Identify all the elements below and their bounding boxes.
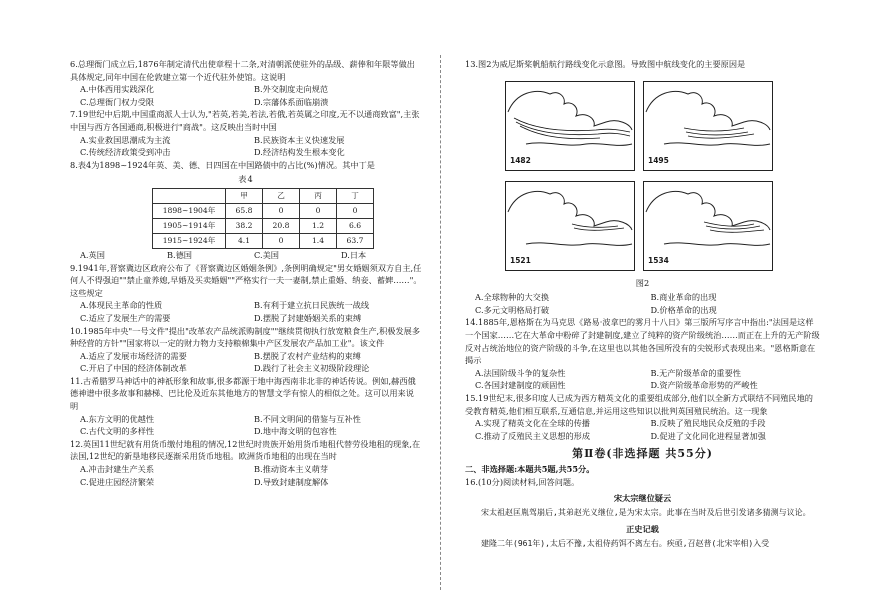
option: D.地中海文明的包容性 xyxy=(254,426,337,437)
question-11: 11.古希腊罗马神话中的神祇形象和故事,很多都源于地中海西南非北非的神话传说。例如,赫西俄德神谱中很多故事和赫梯、巴比伦及近东其他地方的智慧文学有惊人的相似之处。这可以用来说明 xyxy=(70,375,416,412)
table-cell: 63.7 xyxy=(337,233,374,248)
table-cell: 0 xyxy=(263,203,300,218)
question-14-options xyxy=(465,367,820,392)
question-15-options xyxy=(465,417,820,442)
table-header xyxy=(153,188,226,203)
table-cell: 0 xyxy=(337,203,374,218)
table-header: 乙 xyxy=(263,188,300,203)
option: C.美国 xyxy=(254,249,279,260)
question-10-options xyxy=(70,350,422,375)
table-4 xyxy=(152,188,374,249)
table-cell: 1.4 xyxy=(300,233,337,248)
table-cell: 1898~1904年 xyxy=(153,203,226,218)
table-cell: 20.8 xyxy=(263,218,300,233)
table-row xyxy=(153,233,374,248)
option: C.开启了中国的经济体制改革 xyxy=(80,363,187,374)
question-11-options xyxy=(70,413,422,438)
question-10: 10.1985年中央"一号文件"提出"改革农产品统派购制度""继续贯彻执行放宽粮食生产,积极发展多种经营的方针""国家将以一定的财力物力支持粮棉集中产区发展农产品加工业"。该文件 xyxy=(70,325,421,349)
option: C.适应了发展生产的需要 xyxy=(80,312,171,323)
question-13: 13.图2为威尼斯桨帆船航行路线变化示意图。导致图中航线变化的主要原因是 xyxy=(465,59,746,69)
question-8: 8.表4为1898~1924年英、美、德、日四国在中国路债中的占比(%)情况。其中丁是 xyxy=(70,159,375,170)
option: B.德国 xyxy=(167,249,192,260)
question-9-options xyxy=(70,299,422,324)
question-12: 12.英国11世纪就有用货币缴付地租的情况,12世纪时贵族开始用货币地租代替劳役地租的现象,在法国,12世纪的新垦地移民逐渐采用货币地租。欧洲货币地租的出现在当时 xyxy=(70,438,421,462)
table-cell: 4.1 xyxy=(226,233,263,248)
question-9: 9.1941年,晋察冀边区政府公布了《晋察冀边区婚姻条例》,条例明确规定"男女婚姻须双方自主,任何人不得强迫""禁止童养媳,早婚及买卖婚姻""严格实行一夫一妻制,禁止重婚、纳妾、蓄婢……"。这些规定 xyxy=(70,262,422,298)
option: D.摆脱了封建婚姻关系的束缚 xyxy=(254,312,362,323)
option: A.实业救国思潮成为主流 xyxy=(80,134,171,145)
option: D.日本 xyxy=(341,249,367,260)
right-column xyxy=(465,58,820,550)
option: C.推动了反殖民主义思想的形成 xyxy=(475,430,591,441)
option: A.东方文明的优越性 xyxy=(80,413,155,424)
table-header: 甲 xyxy=(226,188,263,203)
table-cell: 38.2 xyxy=(226,218,263,233)
option: C.古代文明的多样性 xyxy=(80,426,155,437)
section-title: 第Ⅱ卷(非选择题 共55分) xyxy=(572,447,713,461)
option: B.推动资本主义萌芽 xyxy=(254,464,329,475)
option: D.价格革命的出现 xyxy=(650,304,717,315)
option: B.有利于建立抗日民族统一战线 xyxy=(254,300,370,311)
table-header: 丁 xyxy=(337,188,374,203)
option: A.冲击封建生产关系 xyxy=(80,464,155,475)
option: D.宗藩体系面临崩溃 xyxy=(254,96,329,107)
route-map xyxy=(643,81,773,171)
option: A.中体西用实践深化 xyxy=(80,84,155,95)
option: B.反映了殖民地民众反殖的手段 xyxy=(650,418,766,429)
figure-caption: 图2 xyxy=(635,277,650,288)
material-subtitle: 正史记载 xyxy=(626,524,659,535)
option: B.外交制度走向规范 xyxy=(254,84,329,95)
option: D.资产阶级革命形势的严峻性 xyxy=(650,380,758,391)
table-cell: 0 xyxy=(300,203,337,218)
material-title: 宋太宗继位疑云 xyxy=(613,493,672,504)
table-cell: 1905~1914年 xyxy=(153,218,226,233)
option: B.民族资本主义快速发展 xyxy=(254,134,345,145)
option: A.适应了发展市场经济的需要 xyxy=(80,350,187,361)
option: A.体现民主革命的性质 xyxy=(80,300,163,311)
column-divider xyxy=(440,55,441,590)
table-cell: 65.8 xyxy=(226,203,263,218)
table-cell: 0 xyxy=(263,233,300,248)
map-year-label: 1521 xyxy=(509,255,532,268)
section-instructions: 二、非选择题:本题共5题,共55分。 xyxy=(465,463,595,474)
table-cell: 6.6 xyxy=(337,218,374,233)
question-7: 7.19世纪中后期,中国重商派人士认为,"若英,若美,若法,若俄,若英属之印度,无不以通商致富",主张中国与西方各国通商,积极进行"商战"。这反映出当时中国 xyxy=(70,109,420,132)
option: C.总理衙门权力受限 xyxy=(80,96,155,107)
question-12-options xyxy=(70,463,422,488)
route-map xyxy=(643,181,773,271)
option: D.践行了社会主义初级阶段理论 xyxy=(254,363,370,374)
question-7-options xyxy=(70,134,422,159)
table-cell: 1.2 xyxy=(300,218,337,233)
option: A.法国阶级斗争的复杂性 xyxy=(475,367,566,378)
question-6: 6.总理衙门成立后,1876年制定清代出使章程十二条,对清朝派使驻外的品级、薪俸和年限等做出具体规定,同年中国在伦敦建立第一个近代驻外使馆。这说明 xyxy=(70,59,415,82)
option: B.摆脱了农村产业结构的束缚 xyxy=(254,350,361,361)
option: A.实现了精英文化在全球的传播 xyxy=(475,418,590,429)
option: C.各国封建制度的顽固性 xyxy=(475,380,566,391)
table-caption: 表4 xyxy=(238,174,254,185)
material-paragraph: 建隆二年(961年),太后不豫,太祖侍药饵不离左右。疾亟,召赵普(北宋宰相)入受 xyxy=(481,538,770,548)
material-paragraph: 宋太祖赵匡胤驾崩后,其弟赵光义继位,是为宋太宗。此事在当时及后世引发诸多猜测与议论。 xyxy=(481,507,811,517)
option: B.无产阶级革命的重要性 xyxy=(650,367,741,378)
table-cell: 1915~1924年 xyxy=(153,233,226,248)
map-year-label: 1482 xyxy=(509,155,532,168)
option: C.多元文明格局打破 xyxy=(475,304,550,315)
option: B.商业革命的出现 xyxy=(650,292,717,303)
table-header-row xyxy=(153,188,374,203)
left-column xyxy=(70,58,422,488)
question-6-options xyxy=(70,83,422,108)
option: C.传统经济政策受到冲击 xyxy=(80,147,171,158)
question-13-options xyxy=(465,291,820,316)
map-year-label: 1534 xyxy=(647,255,670,268)
question-15: 15.19世纪末,很多印度人已成为西方精英文化的重要组成部分,他们以全新方式联结不同殖民地的受教育精英,他们相互联系,互通信息,并运用这些知识以批判英国殖民统治。这一现象 xyxy=(465,392,813,416)
option: D.促进了文化同化进程显著加强 xyxy=(650,430,766,441)
route-map xyxy=(505,81,635,171)
option: D.经济结构发生根本变化 xyxy=(254,147,345,158)
question-14: 14.1885年,恩格斯在为马克思《路易·波拿巴的雾月十八日》第三版所写序言中指出:"法国是这样一个国家……它在大革命中粉碎了封建制度,建立了纯粹的资产阶级统治……而正在上升的无产阶级反对占统治地位的资产阶级的斗争,在这里也以其他各国所没有的尖锐形式表现出来。"恩格斯意在揭示 xyxy=(465,317,820,366)
option: B.不同文明间的借鉴与互补性 xyxy=(254,413,361,424)
table-row xyxy=(153,218,374,233)
question-16: 16.(10分)阅读材料,回答问题。 xyxy=(465,476,580,487)
option: A.全球物种的大交换 xyxy=(475,292,550,303)
table-header: 丙 xyxy=(300,188,337,203)
route-map xyxy=(505,181,635,271)
option: D.导致封建制度解体 xyxy=(254,476,329,487)
question-8-options xyxy=(70,249,422,262)
option: C.促进庄园经济繁荣 xyxy=(80,476,155,487)
figure-2-maps xyxy=(505,81,820,271)
map-year-label: 1495 xyxy=(647,155,670,168)
option: A.英国 xyxy=(80,249,105,260)
table-row xyxy=(153,203,374,218)
